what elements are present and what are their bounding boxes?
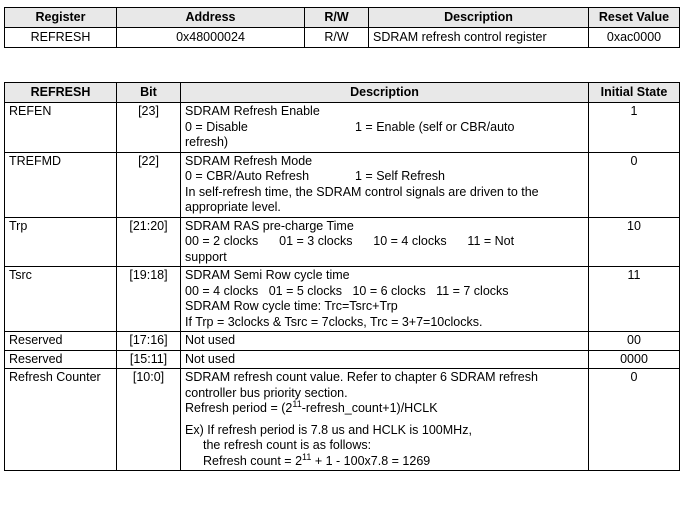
field-initial-state: 1	[589, 103, 680, 153]
field-name: Refresh Counter	[5, 369, 117, 471]
description-option: 1 = Self Refresh	[355, 169, 445, 183]
field-description	[181, 267, 589, 332]
table-header-row	[5, 83, 680, 103]
field-name: Tsrc	[5, 267, 117, 332]
table-row	[5, 267, 680, 332]
table-row	[5, 369, 680, 471]
description-line: 00 = 4 clocks 01 = 5 clocks 10 = 6 clocks 11 = 7 clocks	[185, 283, 509, 298]
table-row	[5, 332, 680, 351]
field-name: TREFMD	[5, 152, 117, 217]
table-row	[5, 152, 680, 217]
description-line: 00 = 2 clocks 01 = 3 clocks 10 = 4 clocks 11 = Not	[185, 234, 515, 248]
header-refresh: REFRESH	[5, 83, 117, 103]
field-initial-state: 0	[589, 152, 680, 217]
description-option: 0 = Disable	[185, 119, 248, 134]
description-line: SDRAM refresh count value. Refer to chapter 6 SDRAM refresh	[185, 370, 538, 384]
description-line: refresh)	[185, 135, 229, 149]
field-description	[181, 217, 589, 267]
field-description	[181, 152, 589, 217]
field-initial-state: 00	[589, 332, 680, 351]
header-initial-state: Initial State	[589, 83, 680, 103]
field-description: Not used	[181, 332, 589, 351]
refresh-period-formula: Refresh period = $(2^{11}-refresh\_count+1)$/HCLK	[185, 398, 438, 415]
field-description	[181, 103, 589, 153]
description-line: SDRAM Refresh Enable	[185, 104, 320, 118]
header-register: Register	[5, 8, 117, 28]
description-line: appropriate level.	[185, 200, 281, 214]
description-line: SDRAM RAS pre-charge Time	[185, 218, 354, 233]
register-summary-table	[4, 7, 680, 48]
field-bit: [23]	[117, 103, 181, 153]
example-line: the refresh count is as follows:	[203, 438, 372, 452]
register-address: 0x48000024	[117, 28, 305, 48]
table-row	[5, 28, 680, 48]
register-reset-value: 0xac0000	[589, 28, 680, 48]
header-rw: R/W	[305, 8, 369, 28]
field-name: REFEN	[5, 103, 117, 153]
field-bit: [10:0]	[117, 369, 181, 471]
description-line: SDRAM Row cycle time: Trc=Tsrc+Trp	[185, 299, 398, 313]
register-description: SDRAM refresh control register	[369, 28, 589, 48]
description-line: controller bus priority section.	[185, 385, 348, 400]
description-line: SDRAM Semi Row cycle time	[185, 268, 350, 282]
header-description: Description	[181, 83, 589, 103]
field-initial-state: 10	[589, 217, 680, 267]
table-row	[5, 217, 680, 267]
register-name: REFRESH	[5, 28, 117, 48]
refresh-count-formula: Refresh count = $2^{11} + 1 - 100x7.8 = 1269$	[203, 451, 431, 468]
description-line: In self-refresh time, the SDRAM control signals are driven to the	[185, 184, 539, 199]
table-row	[5, 103, 680, 153]
example-line: Ex) If refresh period is 7.8 us and HCLK is 100MHz,	[185, 422, 472, 437]
header-bit: Bit	[117, 83, 181, 103]
field-name: Trp	[5, 217, 117, 267]
field-initial-state: 0	[589, 369, 680, 471]
field-bit: [19:18]	[117, 267, 181, 332]
register-rw: R/W	[305, 28, 369, 48]
field-bit: [22]	[117, 152, 181, 217]
description-option: 1 = Enable (self or CBR/auto	[355, 119, 515, 134]
description-option: 0 = CBR/Auto Refresh	[185, 169, 310, 183]
field-initial-state: 11	[589, 267, 680, 332]
field-description: Not used	[181, 350, 589, 369]
bit-field-table	[4, 82, 680, 471]
header-address: Address	[117, 8, 305, 28]
table-header-row	[5, 8, 680, 28]
field-name: Reserved	[5, 350, 117, 369]
header-reset-value: Reset Value	[589, 8, 680, 28]
field-bit: [15:11]	[117, 350, 181, 369]
field-initial-state: 0000	[589, 350, 680, 369]
field-name: Reserved	[5, 332, 117, 351]
field-bit: [21:20]	[117, 217, 181, 267]
field-description	[181, 369, 589, 471]
description-line: SDRAM Refresh Mode	[185, 153, 313, 168]
description-line: support	[185, 249, 227, 264]
header-description: Description	[369, 8, 589, 28]
field-bit: [17:16]	[117, 332, 181, 351]
description-line: If Trp = 3clocks & Tsrc = 7clocks, Trc = 3+7=10clocks.	[185, 314, 483, 329]
table-row	[5, 350, 680, 369]
